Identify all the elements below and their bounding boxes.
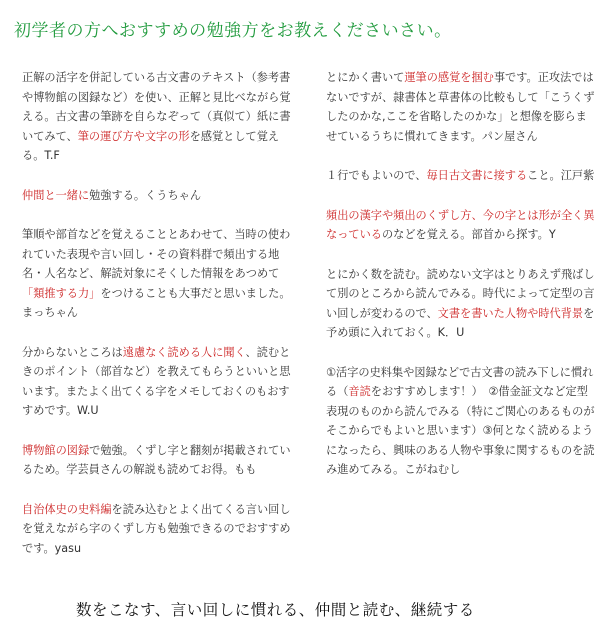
highlight-text: 自治体史の史料編 — [22, 502, 112, 516]
highlight-text: 「類推する力」 — [22, 286, 101, 300]
tip-entry — [326, 68, 596, 146]
entry-text: 筆順や部首などを覚えることとあわせて、当時の使われていた表現や言い回し・その資料群で頻出する地名・人名など、解読対象にそくした情報をあつめて — [22, 228, 291, 280]
right-column — [326, 68, 596, 500]
tip-entry — [326, 265, 596, 343]
entry-text: 事です。正攻法ではないですが、隷書体と草書体の比較もして「こうくずしたのかな,ここを省略したのかな」と想像を膨らませているうちに慣れてきます。パン屋さん — [326, 71, 595, 143]
highlight-text: 毎日古文書に接する — [426, 169, 528, 182]
entry-text: のなどを覚える。部首から探す。Y — [381, 228, 556, 241]
entry-text: ①活字の史料集や図録などで古文書の読み下しに慣れる（ — [326, 365, 594, 398]
entry-text: をおすすめします！） ②借金証文など定型表現のものから読んでみる（特にご関心のあるものがそこからでもよいと思います）③何となく読めるようになったら、興味のある人物や事象に関するものを読み進めてみる。こがねむし — [326, 385, 595, 476]
entry-text: 分からないところは — [22, 345, 123, 359]
highlight-text: 文書を書いた人物や時代背景 — [437, 306, 584, 320]
highlight-text: 遠慮なく読める人に聞く — [122, 345, 246, 359]
tip-entry — [22, 441, 294, 480]
entry-text: １行でもよいので、 — [326, 169, 427, 182]
tip-entry — [22, 225, 294, 323]
left-column — [22, 68, 294, 578]
page-title: 初学者の方へおすすめの勉強方をお教えくださいさい。 — [14, 21, 452, 41]
entry-text: こと。江戸紫 — [527, 169, 595, 182]
tip-entry — [326, 363, 596, 480]
tip-entry — [326, 206, 596, 245]
entry-text: を予め頭に入れておく。K．U — [326, 306, 595, 339]
entry-text: 勉強する。くうちゃん — [89, 188, 202, 202]
highlight-text: 筆の運び方や文字の形 — [77, 129, 190, 143]
tip-entry — [326, 166, 596, 186]
entry-text: 正解の活字を併記している古文書のテキスト（参考書や博物館の図録など）を使い、正解と見比べながら覚える。古文書の筆跡を自らなぞって（真似て）紙に書いてみて、 — [22, 71, 291, 143]
entry-text: 、読むときのポイント（部首など）を教えてもらうといいと思います。またよく出てくる字をメモしておくのもおすすめです。W.U — [22, 345, 291, 417]
entry-text: で勉強。くずし字と翻刻が掲載されているため。学芸員さんの解説も読めてお得。もも — [22, 443, 291, 476]
highlight-text: 運筆の感覚を掴む — [404, 71, 494, 84]
entry-text: とにかく数を読む。読めない文字はとりあえず飛ばして別のところから読んでみる。時代によって定型の言い回しが変わるので、 — [326, 267, 595, 320]
entry-text: をつけることも大事だと思いました。まっちゃん — [22, 286, 291, 319]
highlight-text: 音読 — [348, 385, 371, 398]
tip-entry — [22, 68, 294, 166]
entry-text: を感覚として覚える。T.F — [22, 129, 280, 162]
summary-footer: 数をこなす、言い回しに慣れる、仲間と読む、継続する — [76, 601, 475, 619]
tip-entry — [22, 500, 294, 559]
highlight-text: 頻出の漢字や頻出のくずし方、今の字とは形が全く異なっている — [326, 208, 595, 241]
entry-text: を読み込むとよく出てくる言い回しを覚えながら字のくずし方も勉強できるのでおすすめです。yasu — [22, 502, 291, 555]
entry-text: とにかく書いて — [326, 71, 405, 84]
tip-entry — [22, 343, 294, 421]
highlight-text: 博物館の図録 — [22, 443, 90, 457]
highlight-text: 仲間と一緒に — [22, 188, 90, 202]
tip-entry — [22, 186, 294, 206]
